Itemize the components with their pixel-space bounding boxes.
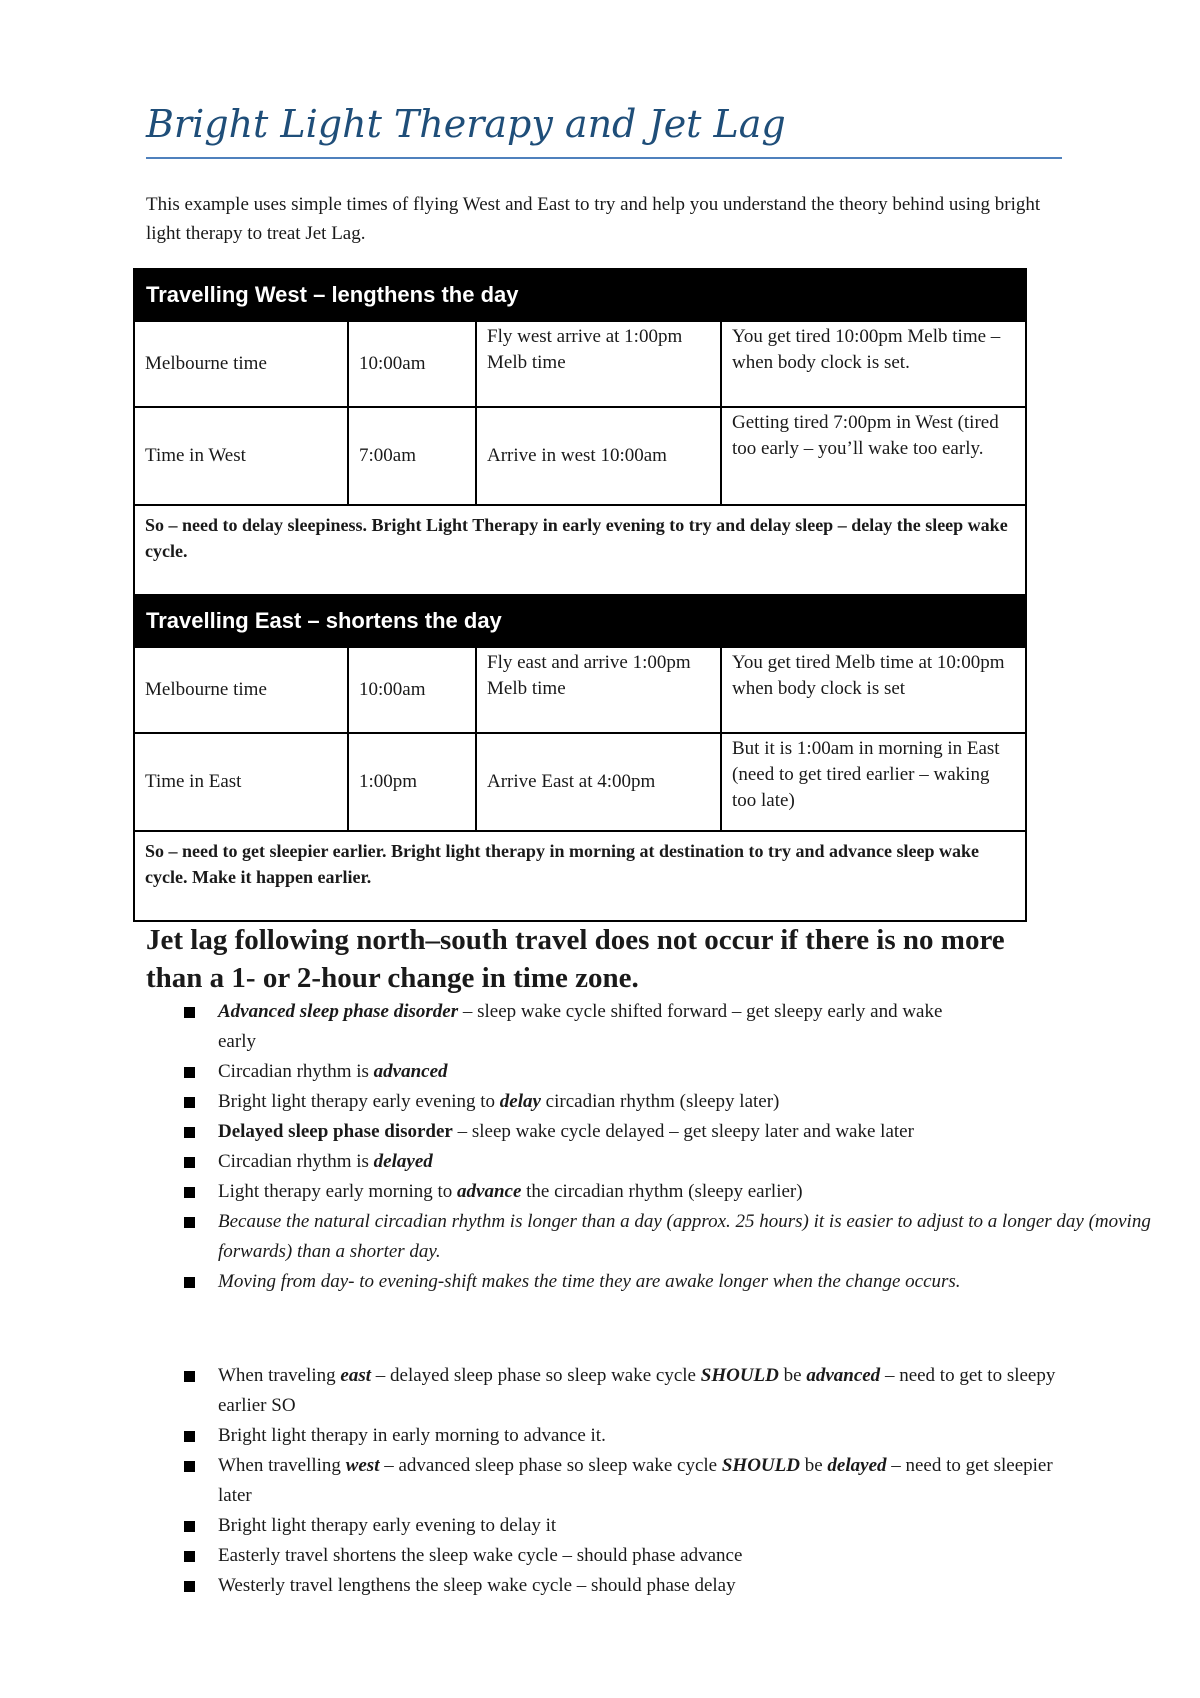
- jet-lag-table: [133, 268, 1027, 922]
- table-cell: But it is 1:00am in morning in East (need to get tired earlier – waking too late): [721, 733, 1026, 831]
- west-heading-row: [134, 269, 1026, 321]
- table-row: [134, 733, 1026, 831]
- table-cell: Time in East: [134, 733, 348, 831]
- table-cell: Arrive East at 4:00pm: [476, 733, 721, 831]
- table-cell: Arrive in west 10:00am: [476, 407, 721, 505]
- list-item: Easterly travel shortens the sleep wake cycle – should phase advance: [184, 1541, 1084, 1571]
- table-cell: Melbourne time: [134, 647, 348, 733]
- intro-paragraph: This example uses simple times of flying West and East to try and help you understand the theory behind using bright light therapy to treat Jet Lag.: [146, 194, 1041, 244]
- table-cell: Fly east and arrive 1:00pm Melb time: [476, 647, 721, 733]
- table-cell: Time in West: [134, 407, 348, 505]
- table-cell: 1:00pm: [348, 733, 476, 831]
- bullet-list-sleep-phase: [184, 997, 1174, 1297]
- table-cell: Fly west arrive at 1:00pm Melb time: [476, 321, 721, 407]
- list-item: Light therapy early morning to advance the circadian rhythm (sleepy earlier): [184, 1177, 1174, 1207]
- list-item: Circadian rhythm is delayed: [184, 1147, 1174, 1177]
- list-item: When travelling west – advanced sleep phase so sleep wake cycle SHOULD be delayed – need to get sleepier later: [184, 1451, 1058, 1511]
- list-item: When traveling east – delayed sleep phase so sleep wake cycle SHOULD be advanced – need to get to sleepy earlier SO: [184, 1361, 1058, 1421]
- bullet-list-travel: [184, 1361, 1084, 1601]
- table-row: [134, 407, 1026, 505]
- east-note: So – need to get sleepier earlier. Bright light therapy in morning at destination to try and advance sleep wake cycle. Make it happen earlier.: [134, 831, 1026, 921]
- list-item: Advanced sleep phase disorder – sleep wake cycle shifted forward – get sleepy early and wake early: [184, 997, 978, 1057]
- list-item: Bright light therapy in early morning to advance it.: [184, 1421, 1084, 1451]
- table-cell: Getting tired 7:00pm in West (tired too early – you’ll wake too early.: [721, 407, 1026, 505]
- west-heading: Travelling West – lengthens the day: [134, 269, 1026, 321]
- page-title: Bright Light Therapy and Jet Lag: [146, 102, 786, 146]
- west-note-row: [134, 505, 1026, 595]
- table-cell: 7:00am: [348, 407, 476, 505]
- west-note: So – need to delay sleepiness. Bright Light Therapy in early evening to try and delay sleep – delay the sleep wake cycle.: [134, 505, 1026, 595]
- east-note-row: [134, 831, 1026, 921]
- table-row: [134, 321, 1026, 407]
- list-item: Westerly travel lengthens the sleep wake cycle – should phase delay: [184, 1571, 1084, 1601]
- table-row: [134, 647, 1026, 733]
- jetlag-heading: Jet lag following north–south travel does not occur if there is no more than a 1- or 2-hour change in time zone.: [146, 924, 1005, 994]
- list-item: Because the natural circadian rhythm is longer than a day (approx. 25 hours) it is easier to adjust to a longer day (moving forwards) than a shorter day.: [184, 1207, 1174, 1267]
- title-underline: [146, 157, 1062, 159]
- east-heading-row: [134, 595, 1026, 647]
- east-heading: Travelling East – shortens the day: [134, 595, 1026, 647]
- table-cell: You get tired 10:00pm Melb time – when body clock is set.: [721, 321, 1026, 407]
- table-cell: 10:00am: [348, 321, 476, 407]
- list-item: Moving from day- to evening-shift makes the time they are awake longer when the change occurs.: [184, 1267, 1174, 1297]
- table-cell: Melbourne time: [134, 321, 348, 407]
- list-item: Bright light therapy early evening to delay circadian rhythm (sleepy later): [184, 1087, 1174, 1117]
- table-cell: 10:00am: [348, 647, 476, 733]
- list-item: Bright light therapy early evening to delay it: [184, 1511, 1084, 1541]
- list-item: Delayed sleep phase disorder – sleep wake cycle delayed – get sleepy later and wake later: [184, 1117, 1174, 1147]
- table-cell: You get tired Melb time at 10:00pm when body clock is set: [721, 647, 1026, 733]
- list-item: Circadian rhythm is advanced: [184, 1057, 1174, 1087]
